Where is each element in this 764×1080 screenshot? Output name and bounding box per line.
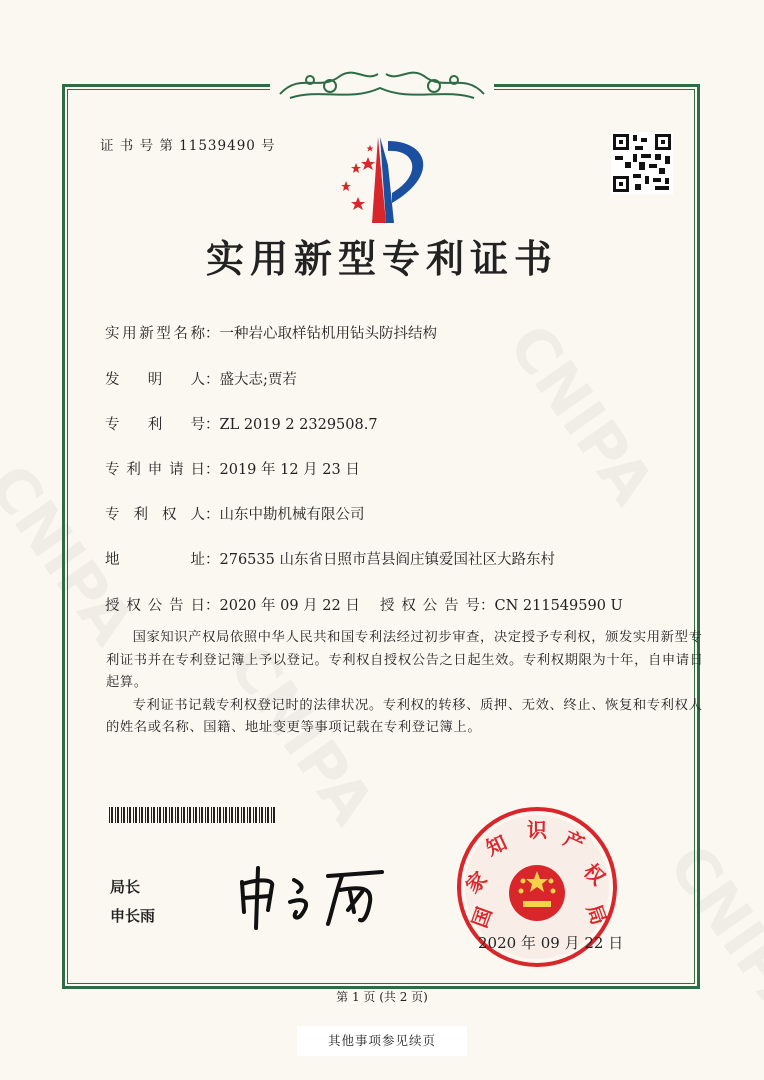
field-grant-number: 授权公告号：CN 211549590 U <box>380 594 623 615</box>
field-label: 专利号 <box>105 417 205 433</box>
qr-code <box>611 132 673 194</box>
field-address: 地址：276535 山东省日照市莒县阎庄镇爱国社区大路东村 <box>105 548 555 569</box>
statement-text <box>106 627 706 740</box>
field-label: 发明人 <box>105 372 205 388</box>
field-value: 山东中勘机械有限公司 <box>219 507 365 523</box>
field-value: CN 211549590 U <box>494 598 623 614</box>
field-value: 盛大志;贾若 <box>219 372 297 388</box>
svg-text:识: 识 <box>527 818 547 842</box>
director-title: 局长 <box>110 878 141 896</box>
cnipa-logo-icon <box>328 135 443 229</box>
seal-date: 2020 年 09 月 22 日 <box>478 934 624 952</box>
continue-note: 其他事项参见续页 <box>297 1026 467 1056</box>
field-application-date: 专利申请日：2019 年 12 月 23 日 <box>105 458 360 479</box>
field-label: 专利申请日 <box>105 462 205 478</box>
field-inventor: 发明人：盛大志;贾若 <box>105 368 297 389</box>
field-value: 276535 山东省日照市莒县阎庄镇爱国社区大路东村 <box>219 552 555 568</box>
field-grant-date: 授权公告日：2020 年 09 月 22 日 <box>105 594 360 615</box>
svg-text:国: 国 <box>467 903 497 931</box>
barcode <box>109 807 277 823</box>
field-label: 授权公告号 <box>380 598 480 614</box>
field-value: 2020 年 09 月 22 日 <box>219 598 360 614</box>
field-patent-number: 专利号：ZL 2019 2 2329508.7 <box>105 413 378 434</box>
field-value: 一种岩心取样钻机用钻头防抖结构 <box>219 326 437 342</box>
svg-text:权: 权 <box>578 858 611 890</box>
field-utility-model-name: 实用新型名称：一种岩心取样钻机用钻头防抖结构 <box>105 322 437 343</box>
field-label: 地址 <box>105 552 205 568</box>
director-name: 申长雨 <box>110 907 156 925</box>
field-value: ZL 2019 2 2329508.7 <box>219 417 378 433</box>
svg-text:产: 产 <box>559 826 589 857</box>
statement-paragraph: 专利证书记载专利权登记时的法律状况。专利权的转移、质押、无效、终止、恢复和专利权人的姓名或名称、国籍、地址变更等事项记载在专利登记簿上。 <box>106 697 703 735</box>
field-label: 实用新型名称 <box>105 326 205 342</box>
svg-text:知: 知 <box>482 830 511 861</box>
signature-image <box>232 862 392 936</box>
field-patentee: 专利权人：山东中勘机械有限公司 <box>105 503 365 524</box>
certificate-number: 证 书 号 第 11539490 号 <box>100 138 276 154</box>
page-title: 实用新型专利证书 <box>205 236 558 281</box>
ornament-icon <box>270 62 494 104</box>
field-label: 专利权人 <box>105 507 205 523</box>
statement-paragraph: 国家知识产权局依照中华人民共和国专利法经过初步审查，决定授予专利权，颁发实用新型专利证书并在专利登记簿上予以登记。专利权自授权公告之日起生效。专利权期限为十年，自申请日起算。 <box>106 630 704 690</box>
svg-text:家: 家 <box>460 866 492 898</box>
svg-text:局: 局 <box>581 901 612 929</box>
field-value: 2019 年 12 月 23 日 <box>219 462 360 478</box>
page-number: 第 1 页 (共 2 页) <box>336 990 428 1004</box>
field-label: 授权公告日 <box>105 598 205 614</box>
